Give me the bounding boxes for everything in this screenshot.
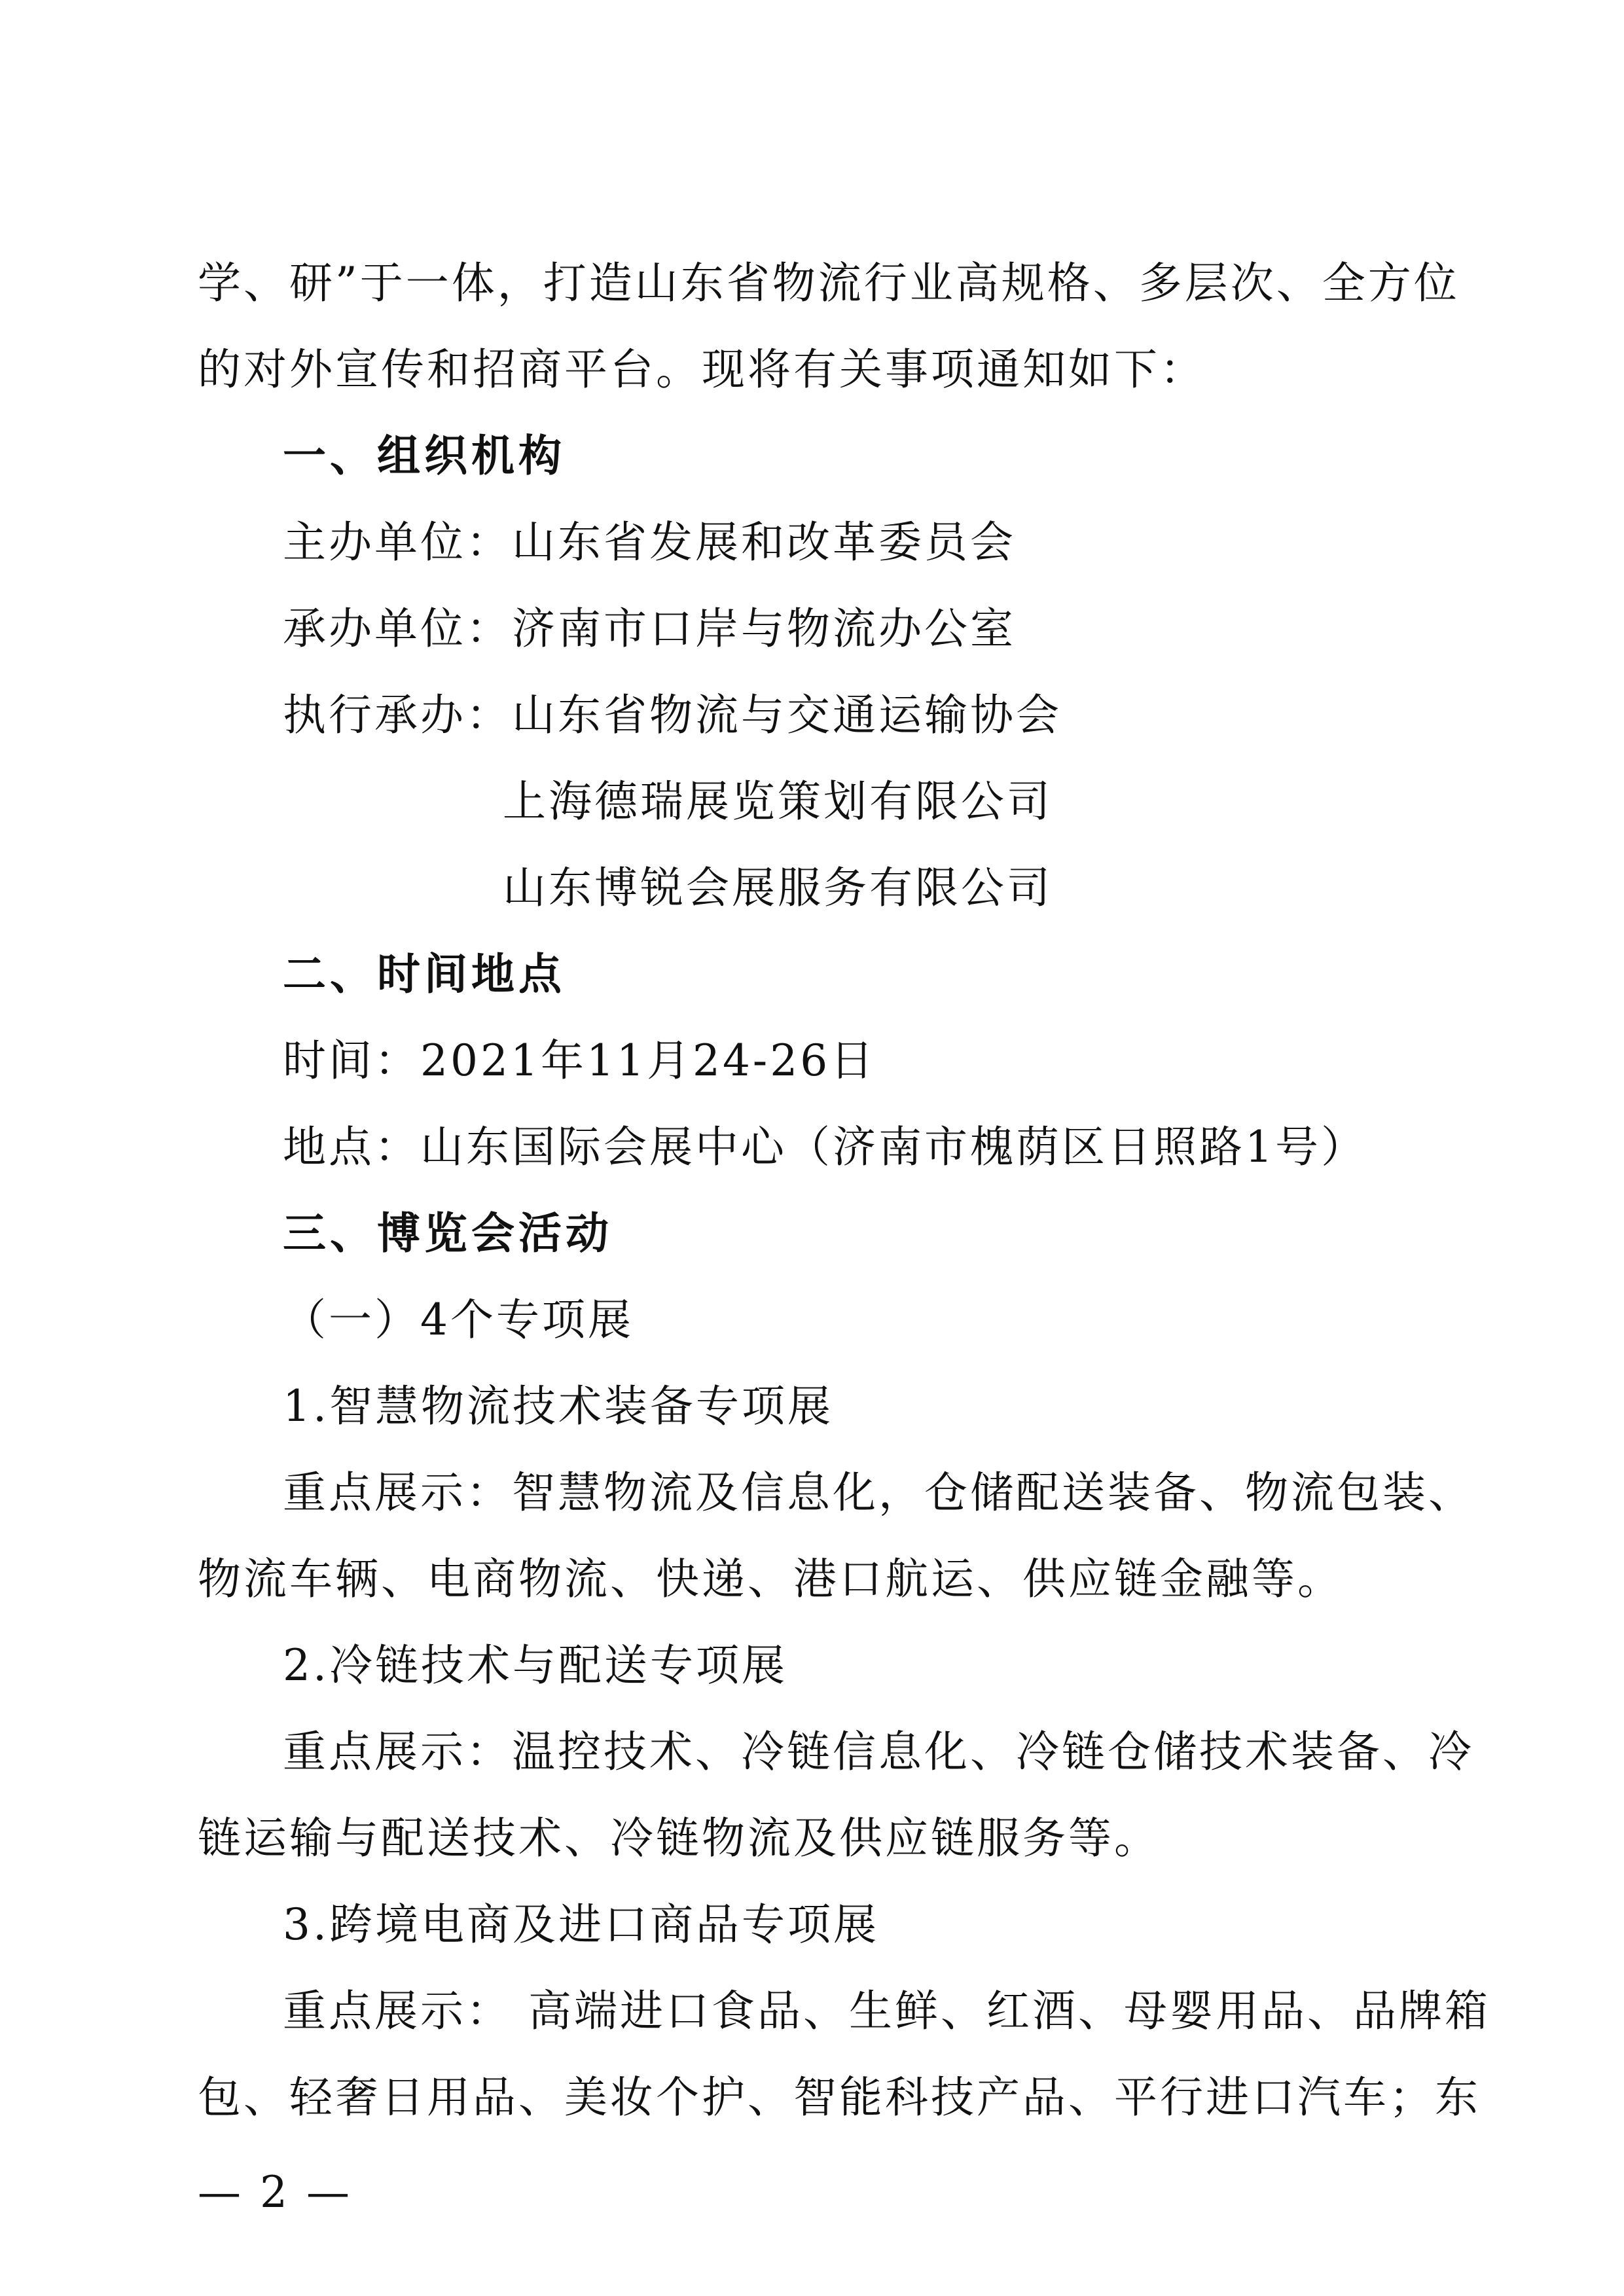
place-line: 地点：山东国际会展中心（济南市槐荫区日照路1号）: [283, 1122, 1367, 1172]
executor-line-continued: 上海德瑞展览策划有限公司: [503, 776, 1053, 827]
paragraph-line: 重点展示： 高端进口食品、生鲜、红酒、母婴用品、品牌箱: [283, 1986, 1490, 2036]
paragraph-line: 链运输与配送技术、冷链物流及供应链服务等。: [198, 1813, 1160, 1863]
paragraph-line: 的对外宣传和招商平台。现将有关事项通知如下：: [198, 344, 1206, 395]
time-line: 时间：2021年11月24-26日: [283, 1035, 876, 1086]
paragraph-line: 包、轻奢日用品、美妆个护、智能科技产品、平行进口汽车；东: [198, 2072, 1481, 2123]
paragraph-line: 学、研”于一体，打造山东省物流行业高规格、多层次、全方位: [198, 258, 1460, 308]
paragraph-line: 物流车辆、电商物流、快递、港口航运、供应链金融等。: [198, 1554, 1343, 1604]
exhibition-title: 1.智慧物流技术装备专项展: [283, 1381, 833, 1431]
exhibition-title: 3.跨境电商及进口商品专项展: [283, 1899, 879, 1950]
executor-line-continued: 山东博锐会展服务有限公司: [503, 863, 1053, 913]
executor-line: 执行承办：山东省物流与交通运输协会: [283, 690, 1062, 740]
organizer-line: 主办单位：山东省发展和改革委员会: [283, 517, 1016, 567]
subsection-heading: （一）4个专项展: [283, 1295, 634, 1345]
section-heading-activities: 三、博览会活动: [283, 1208, 613, 1259]
page-number: — 2 —: [198, 2167, 352, 2217]
section-heading-organization: 一、组织机构: [283, 431, 566, 481]
co-organizer-line: 承办单位：济南市口岸与物流办公室: [283, 603, 1016, 654]
paragraph-line: 重点展示：温控技术、冷链信息化、冷链仓储技术装备、冷: [283, 1727, 1474, 1777]
paragraph-line: 重点展示：智慧物流及信息化，仓储配送装备、物流包装、: [283, 1467, 1474, 1518]
exhibition-title: 2.冷链技术与配送专项展: [283, 1640, 787, 1691]
section-heading-time-place: 二、时间地点: [283, 949, 566, 999]
